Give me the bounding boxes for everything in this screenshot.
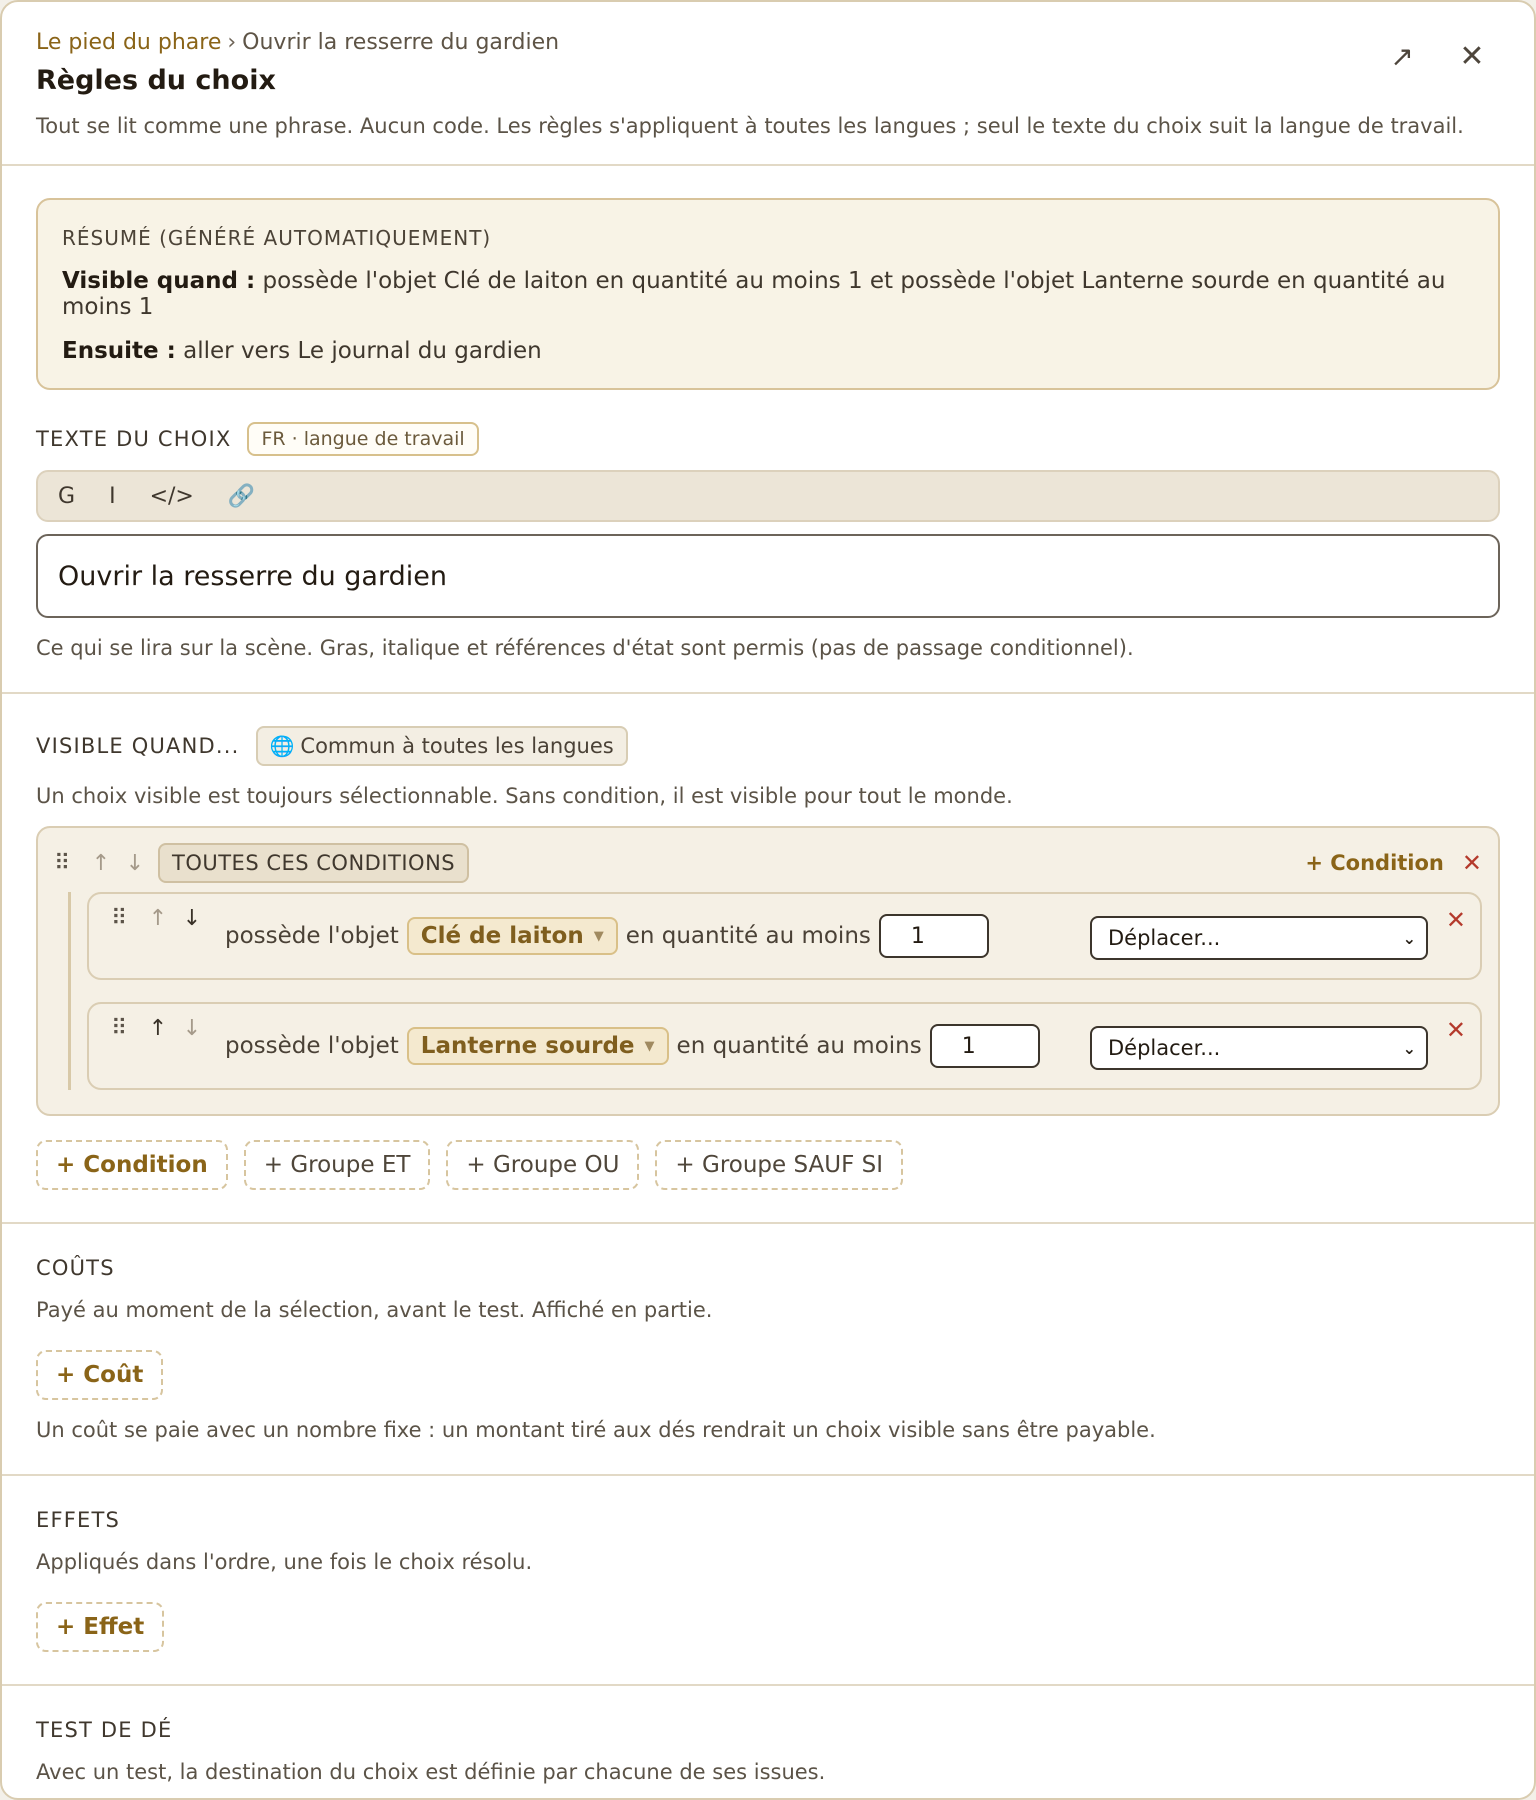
add-condition-button[interactable]: + Condition	[36, 1140, 228, 1190]
quantity-phrase: en quantité au moins	[676, 1033, 922, 1059]
move-down-icon[interactable]: ↓	[125, 850, 145, 876]
condition-tools	[111, 1016, 209, 1041]
group-header	[54, 842, 1482, 884]
summary-then-text: aller vers Le journal du gardien	[183, 338, 542, 364]
dice-help: Avec un test, la destination du choix est définie par chacune de ses issues.	[36, 1760, 826, 1784]
text-format-toolbar	[36, 470, 1500, 522]
move-up-icon[interactable]: ↑	[148, 1016, 168, 1041]
move-select[interactable]	[1090, 1026, 1428, 1070]
drag-handle-icon[interactable]: ⠿	[54, 850, 71, 876]
choice-text-input[interactable]: Ouvrir la resserre du gardien	[36, 534, 1500, 618]
page-subtitle: Tout se lit comme une phrase. Aucun code. Les règles s'appliquent à toutes les langues ; seul le texte du choix suit la langue de travail.	[36, 114, 1464, 138]
remove-condition-icon[interactable]: ✕	[1445, 1016, 1466, 1044]
close-icon[interactable]: ✕	[1459, 38, 1485, 74]
condition-tools	[111, 906, 209, 931]
move-select-value: Déplacer...	[1108, 926, 1221, 950]
add-effect-button[interactable]: + Effet	[36, 1602, 164, 1652]
caret-down-icon: ▼	[593, 928, 604, 944]
summary-heading: RÉSUMÉ (GÉNÉRÉ AUTOMATIQUEMENT)	[62, 226, 492, 250]
visible-help: Un choix visible est toujours sélectionnable. Sans condition, il est visible pour tout le monde.	[36, 784, 1013, 808]
panel-header	[2, 2, 1534, 166]
breadcrumb-current: Ouvrir la resserre du gardien	[242, 30, 560, 55]
page-title: Règles du choix	[36, 65, 276, 96]
costs-note: Un coût se paie avec un nombre fixe : un montant tiré aux dés rendrait un choix visible sans être payable.	[36, 1418, 1156, 1442]
remove-condition-icon[interactable]: ✕	[1445, 906, 1466, 934]
item-selector[interactable]	[407, 917, 618, 955]
add-except-group-button[interactable]: + Groupe SAUF SI	[655, 1140, 903, 1190]
breadcrumb-separator: ›	[227, 30, 237, 55]
remove-group-icon[interactable]: ✕	[1461, 849, 1482, 877]
summary-visible-line	[62, 268, 1474, 320]
code-button[interactable]: </>	[149, 483, 194, 509]
move-down-icon[interactable]: ↓	[182, 1016, 202, 1041]
caret-down-icon: ▼	[644, 1038, 655, 1054]
bold-button[interactable]: G	[58, 483, 76, 509]
effects-section	[2, 1476, 1534, 1686]
summary-visible-text: possède l'objet Clé de laiton en quantité au moins 1 et possède l'objet Lanterne sourde en quantité au moins 1	[62, 268, 1446, 320]
visible-section	[2, 694, 1534, 1224]
summary-then-line	[62, 338, 1474, 364]
group-add-condition-button[interactable]: + Condition	[1305, 851, 1444, 875]
auto-summary	[36, 198, 1500, 390]
summary-and-text-section	[2, 166, 1534, 694]
dice-label: TEST DE DÉ	[36, 1718, 173, 1742]
visible-label-row	[36, 726, 1500, 766]
visible-label: VISIBLE QUAND...	[36, 734, 240, 758]
summary-visible-label: Visible quand :	[62, 268, 256, 294]
add-or-group-button[interactable]: + Groupe OU	[446, 1140, 639, 1190]
choice-text-help: Ce qui se lira sur la scène. Gras, italique et références d'état sont permis (pas de passage conditionnel).	[36, 636, 1134, 660]
globe-icon: 🌐	[269, 734, 295, 758]
condition-group-all	[36, 826, 1500, 1116]
common-languages-text: Commun à toutes les langues	[300, 734, 614, 758]
effects-label: EFFETS	[36, 1508, 121, 1532]
link-icon[interactable]: 🔗	[227, 483, 256, 509]
italic-button[interactable]: I	[109, 483, 116, 509]
move-up-icon[interactable]: ↑	[148, 906, 168, 931]
chevron-down-icon: ⌄	[1402, 1038, 1416, 1058]
dice-section	[2, 1686, 1534, 1800]
quantity-phrase: en quantité au moins	[625, 923, 871, 949]
add-and-group-button[interactable]: + Groupe ET	[244, 1140, 431, 1190]
choice-text-label-row	[36, 422, 1500, 456]
chevron-down-icon: ⌄	[1402, 928, 1416, 948]
move-down-icon[interactable]: ↓	[182, 906, 202, 931]
language-badge: FR · langue de travail	[247, 422, 478, 456]
drag-handle-icon[interactable]: ⠿	[111, 1016, 128, 1041]
item-selector[interactable]	[407, 1027, 669, 1065]
item-name: Clé de laiton	[420, 923, 584, 949]
drag-handle-icon[interactable]: ⠿	[111, 906, 128, 931]
move-up-icon[interactable]: ↑	[91, 850, 111, 876]
condition-phrase: possède l'objet	[225, 923, 399, 949]
breadcrumb-root-link[interactable]: Le pied du phare	[36, 30, 222, 55]
add-condition-row	[36, 1140, 1500, 1190]
costs-label: COÛTS	[36, 1256, 115, 1280]
quantity-input[interactable]: 1	[879, 914, 989, 958]
choice-text-label: TEXTE DU CHOIX	[36, 427, 232, 451]
quantity-input[interactable]: 1	[930, 1024, 1040, 1068]
move-select-value: Déplacer...	[1108, 1036, 1221, 1060]
breadcrumb	[36, 30, 1500, 55]
summary-then-label: Ensuite :	[62, 338, 176, 364]
common-languages-badge	[256, 726, 628, 766]
group-type-tag[interactable]: TOUTES CES CONDITIONS	[158, 843, 469, 883]
condition-row	[87, 892, 1482, 980]
condition-row	[87, 1002, 1482, 1090]
move-select[interactable]	[1090, 916, 1428, 960]
effects-help: Appliqués dans l'ordre, une fois le choix résolu.	[36, 1550, 533, 1574]
condition-phrase: possède l'objet	[225, 1033, 399, 1059]
item-name: Lanterne sourde	[420, 1033, 635, 1059]
group-conditions	[68, 892, 1482, 1090]
costs-help: Payé au moment de la sélection, avant le test. Affiché en partie.	[36, 1298, 713, 1322]
costs-section	[2, 1224, 1534, 1476]
expand-icon[interactable]: ↗	[1390, 39, 1414, 73]
add-cost-button[interactable]: + Coût	[36, 1350, 163, 1400]
